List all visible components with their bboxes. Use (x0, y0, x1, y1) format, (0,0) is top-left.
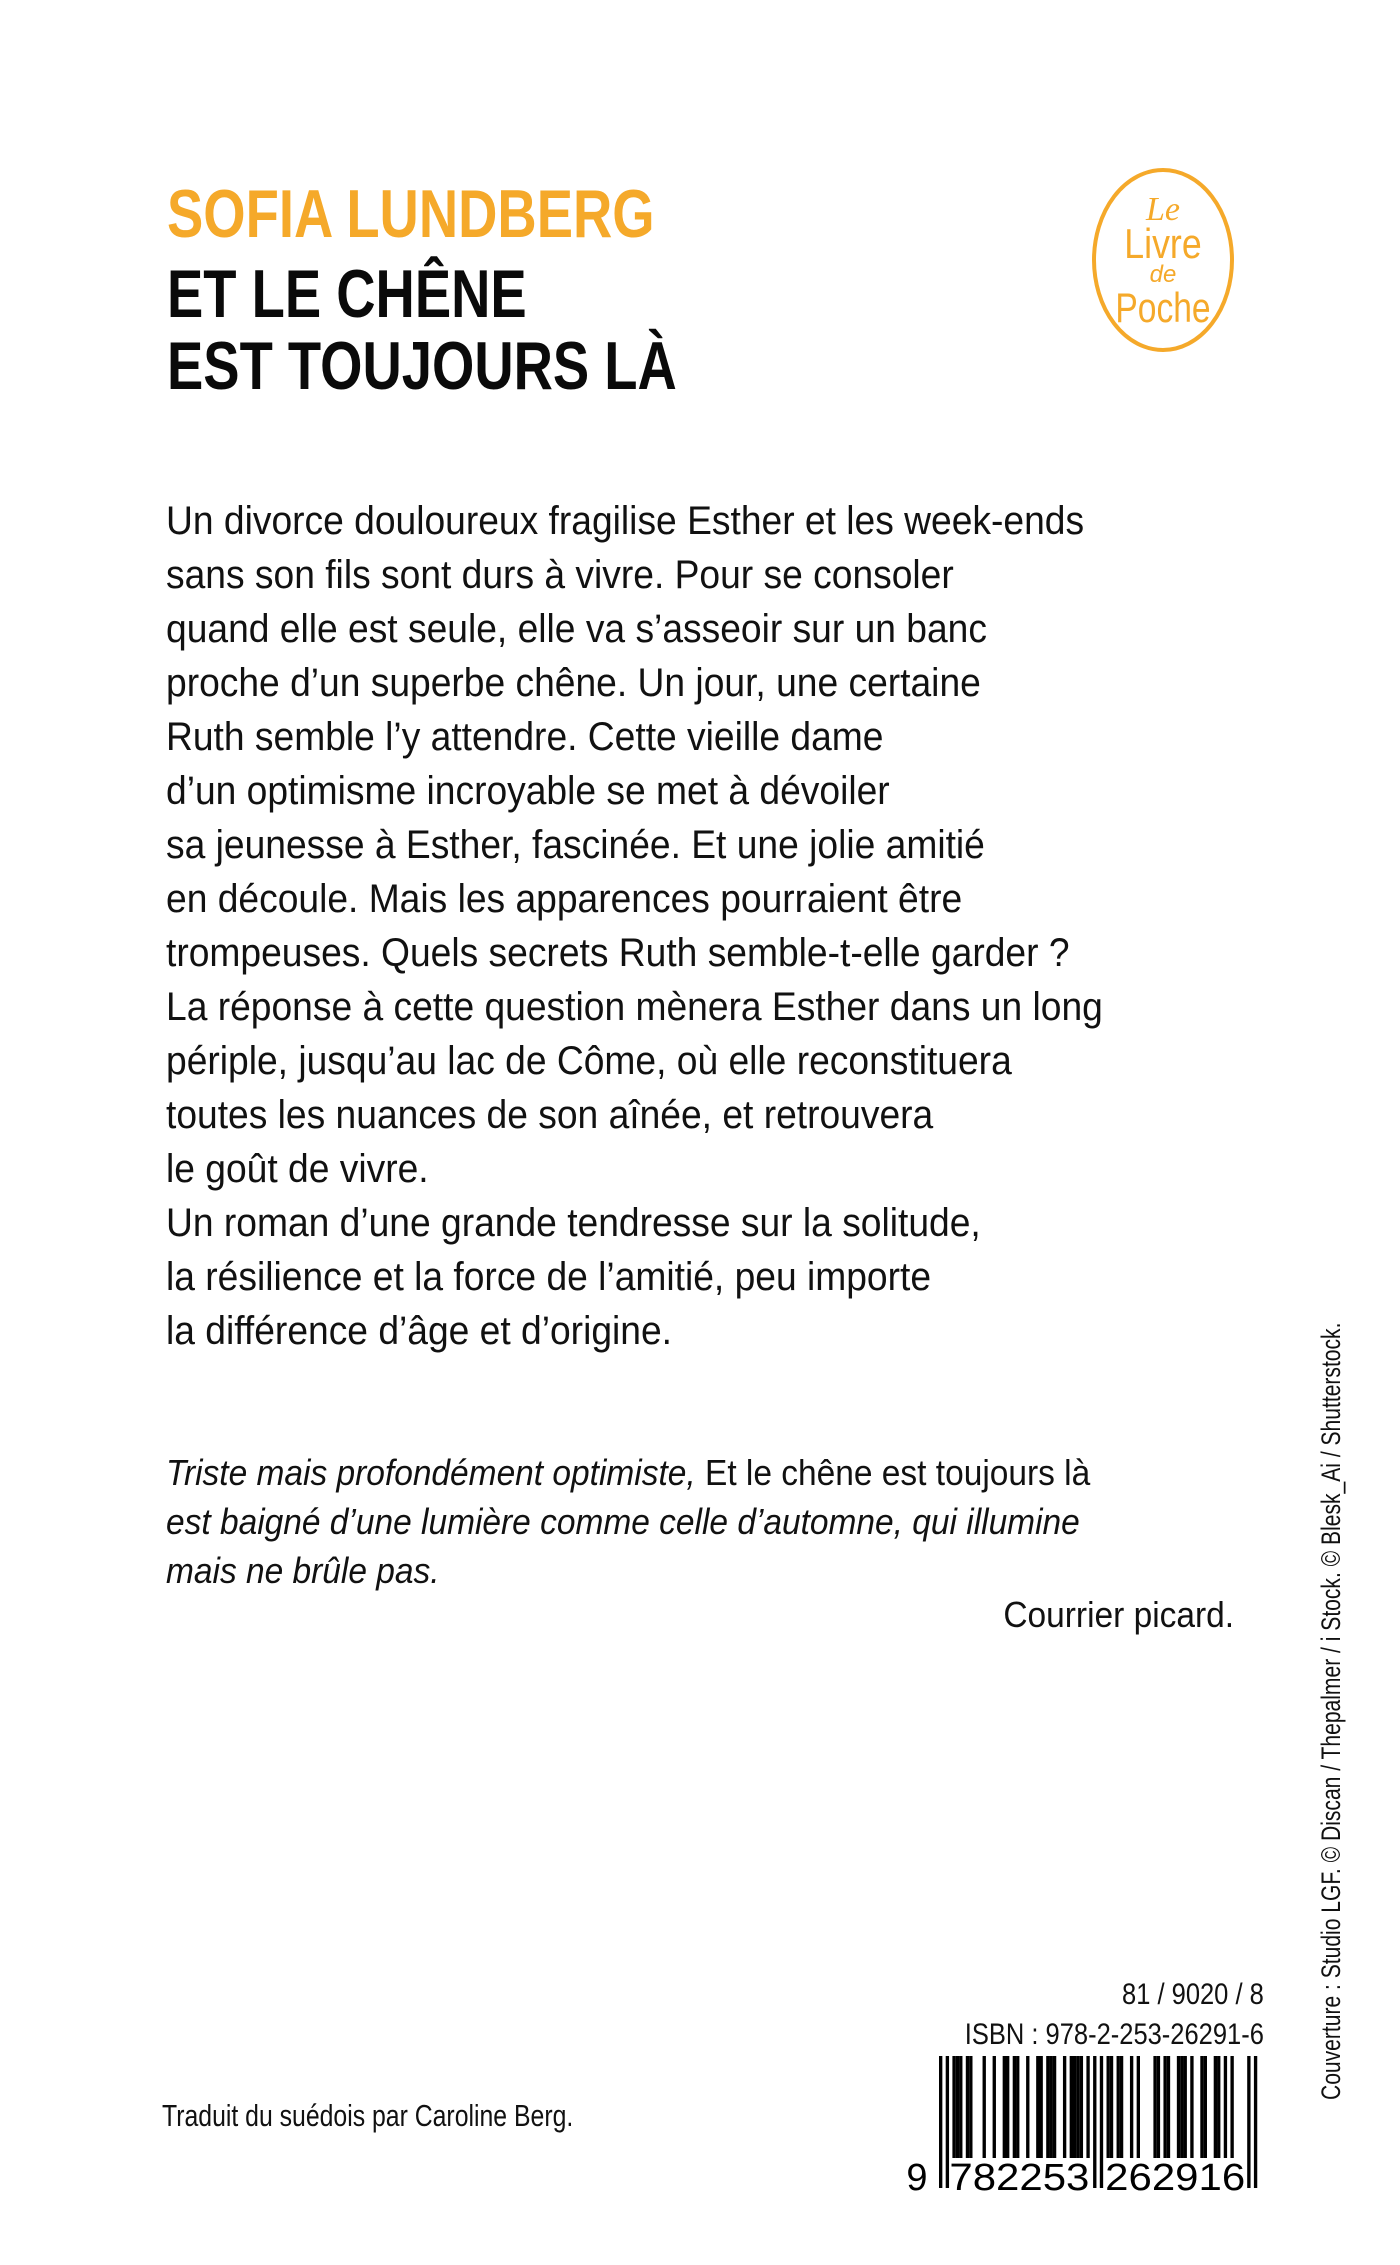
barcode-bar (959, 2056, 962, 2158)
barcode-digits: 262916 (1105, 2157, 1246, 2196)
catalog-code: 81 / 9020 / 8 (1122, 1978, 1264, 2011)
barcode-bar (1120, 2056, 1123, 2158)
barcode-bar (1117, 2056, 1120, 2158)
blurb-line: d’un optimisme incroyable se met à dévoiler (166, 769, 890, 813)
publisher-logo (1090, 166, 1236, 354)
barcode-bar (1076, 2056, 1079, 2158)
blurb-line: le goût de vivre. (166, 1147, 429, 1191)
barcode-bar (1107, 2056, 1110, 2158)
barcode-bar (1254, 2056, 1257, 2188)
barcode-bar (993, 2056, 996, 2158)
barcode-bar (1080, 2056, 1083, 2158)
blurb-line: quand elle est seule, elle va s’asseoir sur un banc (166, 607, 987, 651)
barcode-bar (1073, 2056, 1076, 2158)
translator-credit: Traduit du suédois par Caroline Berg. (162, 2098, 574, 2133)
blurb (166, 494, 1173, 1358)
barcode-bar (1130, 2056, 1133, 2158)
barcode-bar (1204, 2056, 1207, 2158)
blurb-line: la résilience et la force de l’amitié, peu importe (166, 1255, 932, 1299)
blurb-line: toutes les nuances de son aînée, et retrouvera (166, 1093, 934, 1137)
book-title-line-2: EST TOUJOURS LÀ (167, 328, 677, 404)
review-title: Et le chêne est toujours là (704, 1452, 1091, 1493)
barcode-bar (1093, 2056, 1096, 2188)
review-italic: Triste mais profondément optimiste, (166, 1452, 705, 1493)
barcode-bar (1230, 2056, 1233, 2158)
barcode-bar (1006, 2056, 1009, 2158)
barcode-bar (1153, 2056, 1156, 2158)
barcode-bar (1157, 2056, 1160, 2158)
barcode-bar (1013, 2056, 1016, 2158)
barcode-bar (1070, 2056, 1073, 2158)
barcode-digits: 782253 (949, 2157, 1090, 2196)
barcode-bar (1200, 2056, 1203, 2158)
barcode-bar (1040, 2056, 1043, 2158)
cover-credit: Couverture : Studio LGF. © Discan / Thepalmer / i Stock. © Blesk_Ai / Shutterstock. (1316, 1322, 1346, 2100)
barcode-bar (1003, 2056, 1006, 2158)
barcode-bar (1086, 2056, 1089, 2158)
barcode-bar (1177, 2056, 1180, 2158)
barcode-bar (1063, 2056, 1066, 2158)
barcode-bar (1016, 2056, 1019, 2158)
isbn: ISBN : 978-2-253-26291-6 (964, 2018, 1264, 2051)
blurb-line: la différence d’âge et d’origine. (166, 1309, 673, 1353)
review-line-3: mais ne brûle pas. (166, 1550, 440, 1591)
barcode-bar (1046, 2056, 1049, 2158)
blurb-line: trompeuses. Quels secrets Ruth semble-t-elle garder ? (166, 931, 1070, 975)
svg-text:de: de (1149, 261, 1177, 288)
barcode-bar (1053, 2056, 1056, 2158)
book-title-line-1: ET LE CHÊNE (167, 256, 527, 332)
review-line-2: est baigné d’une lumière comme celle d’automne, qui illumine (166, 1501, 1080, 1542)
barcode-bar (956, 2056, 959, 2158)
barcode-bar (952, 2056, 955, 2158)
barcode-bar (1180, 2056, 1183, 2158)
barcode-bar (1026, 2056, 1029, 2158)
blurb-line: en découle. Mais les apparences pourraient être (166, 877, 963, 921)
barcode-bar (1224, 2056, 1227, 2158)
blurb-line: Ruth semble l’y attendre. Cette vieille dame (166, 715, 884, 759)
barcode-bar (983, 2056, 986, 2158)
svg-text:Le: Le (1146, 191, 1180, 228)
blurb-line: proche d’un superbe chêne. Un jour, une certaine (166, 661, 981, 705)
blurb-line: sans son fils sont durs à vivre. Pour se consoler (166, 553, 954, 597)
barcode-bar (1214, 2056, 1217, 2158)
blurb-line: périple, jusqu’au lac de Côme, où elle reconstituera (166, 1039, 1012, 1083)
review-source: Courrier picard. (1003, 1594, 1234, 1635)
barcode-bar (966, 2056, 969, 2158)
barcode-bar (1167, 2056, 1170, 2158)
barcode-bar (1137, 2056, 1140, 2158)
barcode-bar (1190, 2056, 1193, 2158)
barcode-bar (1217, 2056, 1220, 2158)
barcode-bar (1036, 2056, 1039, 2158)
svg-text:Poche: Poche (1115, 285, 1211, 332)
barcode-bar (1163, 2056, 1166, 2158)
barcode-bar (1050, 2056, 1053, 2158)
barcode-bar (969, 2056, 972, 2158)
svg-text:Livre: Livre (1124, 221, 1202, 268)
barcode-bar (1100, 2056, 1103, 2188)
author-name: SOFIA LUNDBERG (167, 176, 655, 252)
blurb-line: Un divorce douloureux fragilise Esther et les week-ends (166, 499, 1085, 543)
barcode-bar (1184, 2056, 1187, 2158)
blurb-line: Un roman d’une grande tendresse sur la solitude, (166, 1201, 981, 1245)
barcode-bar (939, 2056, 942, 2188)
review-quote (166, 1448, 1160, 1595)
barcode-digits: 9 (906, 2157, 928, 2196)
blurb-line: sa jeunesse à Esther, fascinée. Et une jolie amitié (166, 823, 985, 867)
barcode-bar (1110, 2056, 1113, 2158)
blurb-line: La réponse à cette question mènera Esther dans un long (166, 985, 1103, 1029)
barcode (895, 2056, 1265, 2196)
barcode-bar (1247, 2056, 1250, 2188)
